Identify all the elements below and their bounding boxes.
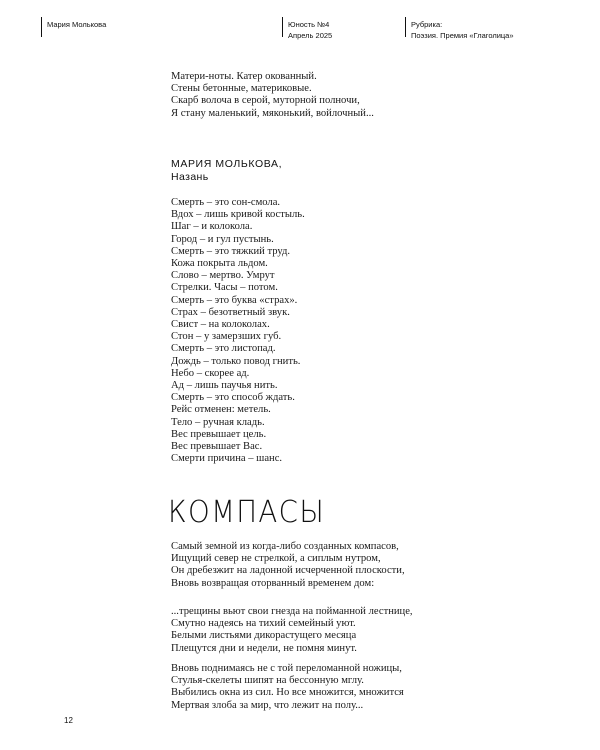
poem-line: Стулья-скелеты шипят на бессонную мглу. — [171, 675, 364, 687]
poem-line: Стены бетонные, материковые. — [171, 83, 312, 95]
header-journal: Юность №4 — [288, 20, 330, 29]
header-divider — [282, 17, 283, 37]
poem-line: Город – и гул пустынь. — [171, 233, 274, 245]
compass-stanza-2 — [171, 606, 413, 655]
poem-line: Свист – на колоколах. — [171, 319, 270, 331]
poem-line: Вновь поднимаясь не с той переломанной ножицы, — [171, 663, 402, 674]
poem-line: Стон – у замерзших губ. — [171, 331, 282, 343]
poem-line: Стрелки. Часы – потом. — [171, 282, 278, 294]
author-byline — [171, 158, 282, 184]
poem-line: Смерти причина – шанс. — [171, 453, 283, 465]
header-rubric-label: Рубрика: — [411, 20, 443, 29]
poem-line: Рейс отменен: метель. — [171, 404, 271, 416]
compass-stanza-1 — [171, 541, 405, 590]
page-number: 12 — [64, 716, 73, 725]
poem-line: Выбились окна из сил. Но все множится, множится — [171, 687, 404, 699]
poem-line: Ад – лишь паучья нить. — [171, 380, 278, 392]
poem-line: Мертвая злоба за мир, что лежит на полу... — [171, 699, 364, 711]
poem-line: Кожа покрыта льдом. — [171, 258, 268, 270]
poem-line: Смерть – это сон-смола. — [171, 197, 281, 208]
poem-line: Я стану маленький, мяконький, войлочный... — [171, 107, 374, 119]
poem-line: Ищущий север не стрелкой, а сиплым нутром, — [171, 553, 381, 565]
poem-line: Он дребезжит на ладонной исчерченной плоскости, — [171, 565, 405, 577]
poem-line: Плещутся дни и недели, не помня минут. — [171, 642, 357, 654]
poem-line: Страх – безответный звук. — [171, 306, 290, 318]
header-journal-info — [288, 19, 332, 41]
poem-line: Самый земной из когда-либо созданных компасов, — [171, 541, 399, 552]
poem-line: Шаг – и колокола. — [171, 221, 253, 233]
poem-line: Дождь – только повод гнить. — [171, 355, 301, 367]
header-author: Мария Молькова — [47, 20, 107, 29]
poem-line: Тело – ручная кладь. — [171, 416, 265, 428]
poem-line: Небо – скорее ад. — [171, 367, 250, 379]
author-name: МАРИЯ МОЛЬКОВА, — [171, 158, 283, 170]
poem-line: Белыми листьями дикорастущего месяца — [171, 630, 357, 642]
author-city: Назань — [171, 171, 209, 183]
poem-line: Смерть – это листопад. — [171, 343, 276, 355]
poem-line: Вес превышает цель. — [171, 428, 267, 440]
poem-line: Смерть – это способ ждать. — [171, 392, 295, 404]
header-divider — [41, 17, 42, 37]
poem-line: Смутно надеясь на тихий семейный уют. — [171, 618, 356, 630]
poem-death — [171, 197, 305, 465]
header-rubric — [411, 19, 514, 41]
poem-line: Вновь возвращая оторванный временем дом: — [171, 577, 375, 589]
poem-line: Смерть – это тяжкий труд. — [171, 245, 291, 257]
intro-stanza — [171, 71, 374, 120]
poem-line: Скарб волоча в серой, муторной полночи, — [171, 95, 360, 107]
poem-title: КОМПАСЫ — [168, 495, 326, 530]
header-rubric-value: Поэзия. Премия «Глаголица» — [411, 31, 514, 40]
poem-line: Матери-ноты. Катер окованный. — [171, 71, 317, 82]
poem-line: ...трещины вьют свои гнезда на пойманной лестнице, — [171, 606, 413, 617]
header-date: Апрель 2025 — [288, 31, 333, 40]
poem-line: Вес превышает Вас. — [171, 441, 263, 453]
poem-line: Слово – мертво. Умрут — [171, 270, 275, 282]
poem-line: Смерть – это буква «страх». — [171, 294, 298, 306]
poem-line: Вдох – лишь кривой костыль. — [171, 209, 305, 221]
compass-stanza-3 — [171, 663, 404, 712]
header-divider — [405, 17, 406, 37]
running-header — [0, 0, 600, 40]
